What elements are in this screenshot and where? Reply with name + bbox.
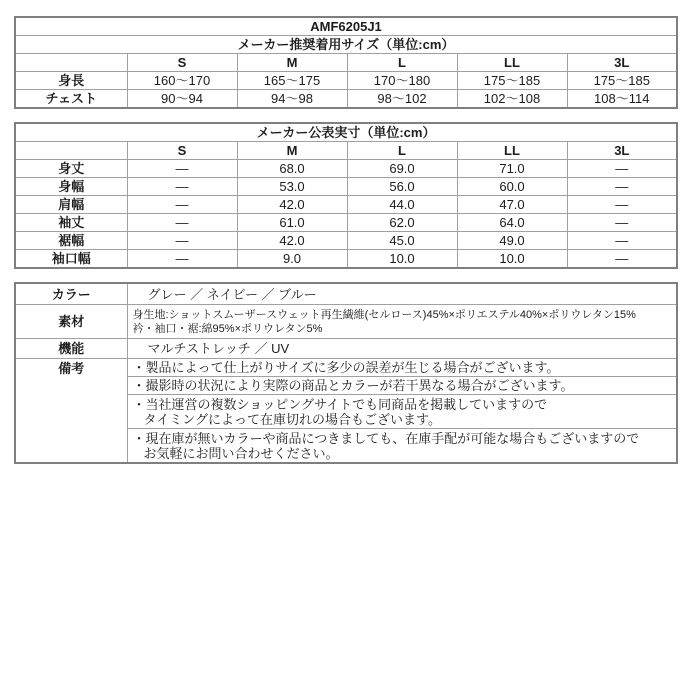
function-value: マルチストレッチ ／ UV — [127, 339, 677, 359]
value-cell: — — [127, 250, 237, 269]
value-cell: — — [127, 160, 237, 178]
value-cell: 64.0 — [457, 214, 567, 232]
note-line: ・製品によって仕上がりサイズに多少の誤差が生じる場合がございます。 — [132, 360, 560, 375]
value-cell: 42.0 — [237, 232, 347, 250]
actual-table-title: メーカー公表実寸（単位:cm） — [15, 123, 677, 142]
note-line-continued: タイミングによって在庫切れの場合もございます。 — [143, 411, 441, 427]
note-item — [127, 359, 677, 377]
material-value — [127, 305, 677, 339]
value-cell: 102～108 — [457, 90, 567, 109]
value-cell: 69.0 — [347, 160, 457, 178]
value-cell: — — [567, 160, 677, 178]
value-cell: 42.0 — [237, 196, 347, 214]
value-cell: — — [567, 214, 677, 232]
table-row-body-width — [15, 178, 677, 196]
value-cell: — — [127, 214, 237, 232]
note-line: ・現在庫が無いカラーや商品につきましても、在庫手配が可能な場合もございますので — [132, 430, 640, 446]
value-cell: 94～98 — [237, 90, 347, 109]
table-row-height — [15, 72, 677, 90]
value-cell: 62.0 — [347, 214, 457, 232]
value-cell: 10.0 — [457, 250, 567, 269]
table-row-material — [15, 305, 677, 339]
row-label: 身長 — [15, 72, 127, 90]
note-item — [127, 429, 677, 464]
value-cell: 175～185 — [457, 72, 567, 90]
table-row-hem-width — [15, 232, 677, 250]
value-cell: 175～185 — [567, 72, 677, 90]
table-row-function — [15, 339, 677, 359]
product-code-row — [15, 17, 677, 36]
value-cell: 10.0 — [347, 250, 457, 269]
table-row-body-length — [15, 160, 677, 178]
value-cell: 170～180 — [347, 72, 457, 90]
value-cell: 160～170 — [127, 72, 237, 90]
color-value: グレー ／ ネイビー ／ ブルー — [127, 283, 677, 305]
note-item — [127, 395, 677, 429]
column-header-s: S — [127, 54, 237, 72]
value-cell: — — [127, 178, 237, 196]
color-label: カラー — [15, 283, 127, 305]
value-cell: — — [567, 232, 677, 250]
row-label: 身丈 — [15, 160, 127, 178]
product-code: AMF6205J1 — [15, 17, 677, 36]
column-header-row — [15, 54, 677, 72]
column-header-ll: LL — [457, 142, 567, 160]
value-cell: 45.0 — [347, 232, 457, 250]
table-row-shoulder-width — [15, 196, 677, 214]
value-cell: 61.0 — [237, 214, 347, 232]
table-row-color — [15, 283, 677, 305]
table-title-row — [15, 36, 677, 54]
column-header — [15, 54, 127, 72]
value-cell: 108～114 — [567, 90, 677, 109]
value-cell: — — [127, 232, 237, 250]
column-header — [15, 142, 127, 160]
recommended-size-table — [14, 16, 678, 109]
column-header-3l: 3L — [567, 54, 677, 72]
column-header-ll: LL — [457, 54, 567, 72]
note-line: ・撮影時の状況により実際の商品とカラーが若干異なる場合がございます。 — [132, 378, 574, 393]
table-gap — [0, 109, 690, 122]
row-label: チェスト — [15, 90, 127, 109]
value-cell: — — [567, 178, 677, 196]
table-row-cuff-width — [15, 250, 677, 269]
material-line-2: 衿・袖口・裾:綿95%×ポリウレタン5% — [132, 322, 323, 335]
column-header-3l: 3L — [567, 142, 677, 160]
column-header-l: L — [347, 142, 457, 160]
table-row-sleeve-length — [15, 214, 677, 232]
recommended-table-title: メーカー推奨着用サイズ（単位:cm） — [15, 36, 677, 54]
top-spacer — [0, 0, 690, 16]
material-line-1: 身生地:ショットスムーザースウェット再生繊維(セルロース)45%×ポリエステル40%×ポリウレタン15% — [132, 308, 636, 321]
value-cell: — — [567, 196, 677, 214]
value-cell: 60.0 — [457, 178, 567, 196]
value-cell: 71.0 — [457, 160, 567, 178]
table-title-row — [15, 123, 677, 142]
value-cell: 44.0 — [347, 196, 457, 214]
value-cell: 90～94 — [127, 90, 237, 109]
value-cell: 98～102 — [347, 90, 457, 109]
row-label: 袖口幅 — [15, 250, 127, 269]
note-item — [127, 377, 677, 395]
value-cell: — — [127, 196, 237, 214]
row-label: 裾幅 — [15, 232, 127, 250]
value-cell: 56.0 — [347, 178, 457, 196]
actual-measurement-table — [14, 122, 678, 269]
material-label: 素材 — [15, 305, 127, 339]
column-header-m: M — [237, 142, 347, 160]
note-line-continued: お気軽にお問い合わせください。 — [143, 445, 339, 461]
value-cell: 9.0 — [237, 250, 347, 269]
column-header-row — [15, 142, 677, 160]
value-cell: 49.0 — [457, 232, 567, 250]
notes-label: 備考 — [15, 359, 127, 464]
function-label: 機能 — [15, 339, 127, 359]
row-label: 袖丈 — [15, 214, 127, 232]
table-gap — [0, 269, 690, 282]
column-header-l: L — [347, 54, 457, 72]
product-detail-table — [14, 282, 678, 464]
row-label: 肩幅 — [15, 196, 127, 214]
value-cell: 47.0 — [457, 196, 567, 214]
value-cell: — — [567, 250, 677, 269]
table-row-chest — [15, 90, 677, 109]
note-line: ・当社運営の複数ショッピングサイトでも同商品を掲載していますので — [132, 396, 548, 412]
value-cell: 68.0 — [237, 160, 347, 178]
value-cell: 165～175 — [237, 72, 347, 90]
table-row-note — [15, 359, 677, 377]
value-cell: 53.0 — [237, 178, 347, 196]
column-header-s: S — [127, 142, 237, 160]
row-label: 身幅 — [15, 178, 127, 196]
column-header-m: M — [237, 54, 347, 72]
